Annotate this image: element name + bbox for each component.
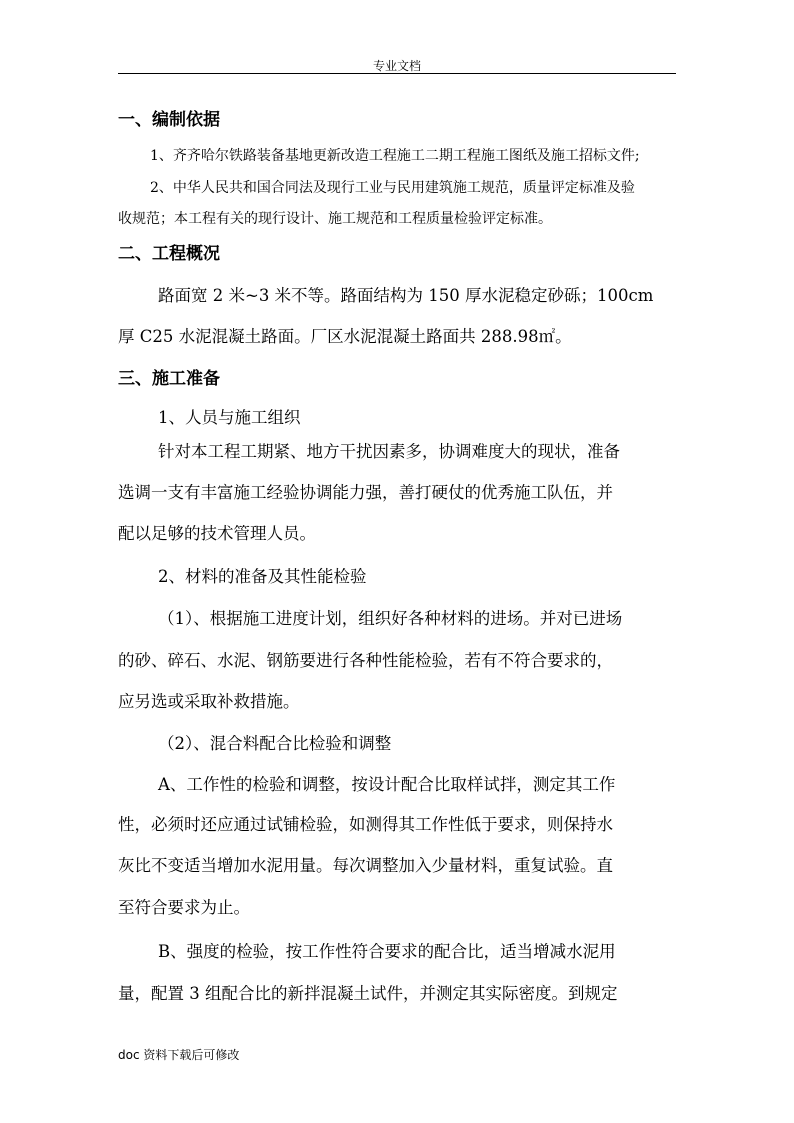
header-rule [118, 73, 676, 74]
section-1-title: 1、人员与施工组织 [158, 408, 301, 427]
item-a-line-3: 灰比不变适当增加水泥用量。每次调整加入少量材料，重复试验。直 [118, 856, 613, 875]
section-2-1-line-2: 的砂、碎石、水泥、钢筋要进行各种性能检验，若有不符合要求的， [118, 651, 613, 670]
section-1-line-3: 配以足够的技术管理人员。 [118, 524, 316, 543]
item-b-line-2: 量，配置 3 组配合比的新拌混凝土试件，并测定其实际密度。到规定 [118, 984, 618, 1003]
section-2-title: 2、材料的准备及其性能检验 [158, 567, 367, 586]
page-header: 专业文档 [372, 59, 421, 73]
basis-line-3: 收规范；本工程有关的现行设计、施工规范和工程质量检验评定标准。 [118, 211, 552, 227]
overview-line-1: 路面宽 2 米~3 米不等。路面结构为 150 厚水泥稳定砂砾；100cm [158, 286, 654, 305]
heading-basis: 一、编制依据 [118, 110, 220, 130]
item-a-line-1: A、工作性的检验和调整，按设计配合比取样试拌，测定其工作 [158, 775, 616, 794]
overview-line-2: 厚 C25 水泥混凝土路面。厂区水泥混凝土路面共 288.98㎡。 [118, 327, 572, 346]
section-1-line-2: 选调一支有丰富施工经验协调能力强，善打硬仗的优秀施工队伍，并 [118, 483, 613, 502]
heading-overview: 二、工程概况 [118, 244, 220, 264]
section-2-2-title: （2）、混合料配合比检验和调整 [158, 734, 392, 753]
section-2-1-line-3: 应另选或采取补救措施。 [118, 692, 300, 711]
heading-preparation: 三、施工准备 [118, 369, 220, 389]
item-a-line-4: 至符合要求为止。 [118, 898, 250, 917]
page-footer: doc 资料下载后可修改 [118, 1048, 240, 1062]
basis-line-2: 2、中华人民共和国合同法及现行工业与民用建筑施工规范，质量评定标准及验 [150, 180, 635, 196]
item-b-line-1: B、强度的检验，按工作性符合要求的配合比，适当增减水泥用 [158, 942, 616, 961]
section-1-line-1: 针对本工程工期紧、地方干扰因素多，协调难度大的现状，准备 [158, 442, 620, 461]
section-2-1-line-1: （1）、根据施工进度计划，组织好各种材料的进场。并对已进场 [158, 609, 623, 628]
item-a-line-2: 性，必须时还应通过试铺检验，如测得其工作性低于要求，则保持水 [118, 815, 613, 834]
basis-line-1: 1、齐齐哈尔铁路装备基地更新改造工程施工二期工程施工图纸及施工招标文件; [150, 148, 640, 164]
